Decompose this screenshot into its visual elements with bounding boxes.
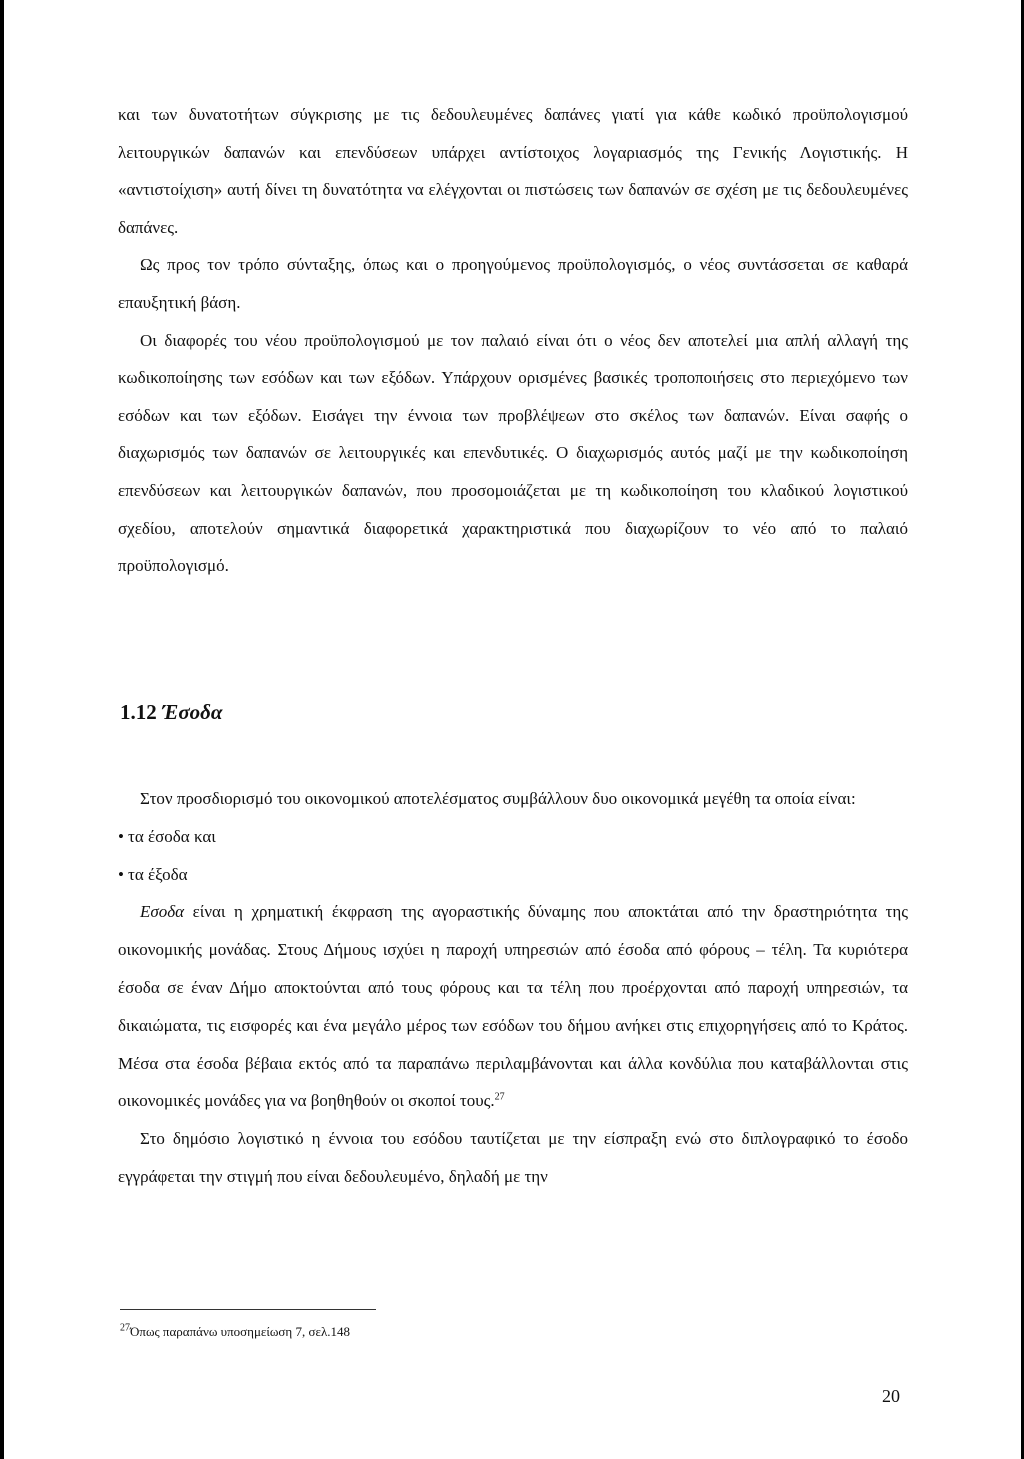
paragraph-definition [118, 893, 908, 1120]
section-number: 1.12 [120, 700, 157, 724]
bullet-icon: • [118, 826, 124, 846]
bullet-icon: • [118, 864, 124, 884]
paragraph-closing: Στο δημόσιο λογιστικό η έννοια του εσόδου ταυτίζεται με την είσπραξη ενώ στο διπλογραφικό το έσοδο εγγράφεται την στιγμή που είναι δεδουλευμένο, δηλαδή με την [118, 1129, 908, 1186]
section-title: Έσοδα [162, 700, 223, 724]
paragraph-intro: Στον προσδιορισμό του οικονομικού αποτελέσματος συμβάλλουν δυο οικονομικά μεγέθη τα οποία είναι: [140, 789, 856, 808]
footnote-divider [120, 1309, 376, 1310]
footnote [120, 1324, 350, 1340]
paragraph-composition: Ως προς τον τρόπο σύνταξης, όπως και ο προηγούμενος προϋπολογισμός, ο νέος συντάσσεται σε καθαρά επαυξητική βάση. [118, 255, 908, 312]
bullet-item-revenue [118, 818, 908, 856]
bullet-text: τα έξοδα [128, 864, 188, 884]
definition-text: είναι η χρηματική έκφραση της αγοραστικής δύναμης που αποκτάται από την δραστηριότητα της οικονομικής μονάδας. Στους Δήμους ισχύει η παροχή υπηρεσιών από έσοδα από φόρους – τέλη. Τα κυριότερα έσοδα σε έναν Δήμο αποκτούνται από τους φόρους και τα τέλη που προέρχονται από παροχή υπηρεσιών, τα δικαιώματα, τις εισφορές και ένα μεγάλο μέρος των εσόδων του δήμου ανήκει στις επιχορηγήσεις από το Κράτος. Μέσα στα έσοδα βέβαια εκτός από τα παραπάνω περιλαμβάνονται και άλλα κονδύλια που καταβάλλονται στις οικονομικές μονάδες για να βοηθηθούν οι σκοποί τους. [118, 902, 908, 1111]
bullet-text: τα έσοδα και [128, 826, 216, 846]
section-heading [120, 700, 223, 725]
definition-term: Εσοδα [140, 902, 185, 922]
paragraph-differences: Οι διαφορές του νέου προϋπολογισμού με τον παλαιό είναι ότι ο νέος δεν αποτελεί μια απλή αλλαγή της κωδικοποίησης των εσόδων και των εξόδων. Υπάρχουν ορισμένες βασικές τροποποιήσεις στο περιεχόμενο των εσόδων και των εξόδων. Εισάγει την έννοια των προβλέψεων στο σκέλος των δαπανών. Είναι σαφής ο διαχωρισμός των δαπανών σε λειτουργικές και επενδυτικές. Ο διαχωρισμός αυτός μαζί με την κωδικοποίηση επενδύσεων και λειτουργικών δαπανών, που προσομοιάζεται με τη κωδικοποίηση του κλαδικού λογιστικού σχεδίου, αποτελούν σημαντικά διαφορετικά χαρακτηριστικά που διαχωρίζουν το νέο από το παλαιό προϋπολογισμό. [118, 330, 908, 576]
footnote-reference: 27 [494, 1091, 505, 1103]
footnote-number: 27 [120, 1322, 130, 1334]
footnote-text: Όπως παραπάνω υποσημείωση 7, σελ.148 [130, 1324, 351, 1339]
bullet-item-expenses [118, 856, 908, 894]
page-number: 20 [882, 1386, 900, 1406]
body-text-section [118, 780, 908, 1196]
body-text-top [118, 96, 908, 585]
paragraph-continuation: και των δυνατοτήτων σύγκρισης με τις δεδουλευμένες δαπάνες γιατί για κάθε κωδικό προϋπολογισμού λειτουργικών δαπανών και επενδύσεων υπάρχει αντίστοιχος λογαριασμός της Γενικής Λογιστικής. Η «αντιστοίχιση» αυτή δίνει τη δυνατότητα να ελέγχονται οι πιστώσεις των δαπανών σε σχέση με τις δεδουλευμένες δαπάνες. [118, 105, 908, 237]
